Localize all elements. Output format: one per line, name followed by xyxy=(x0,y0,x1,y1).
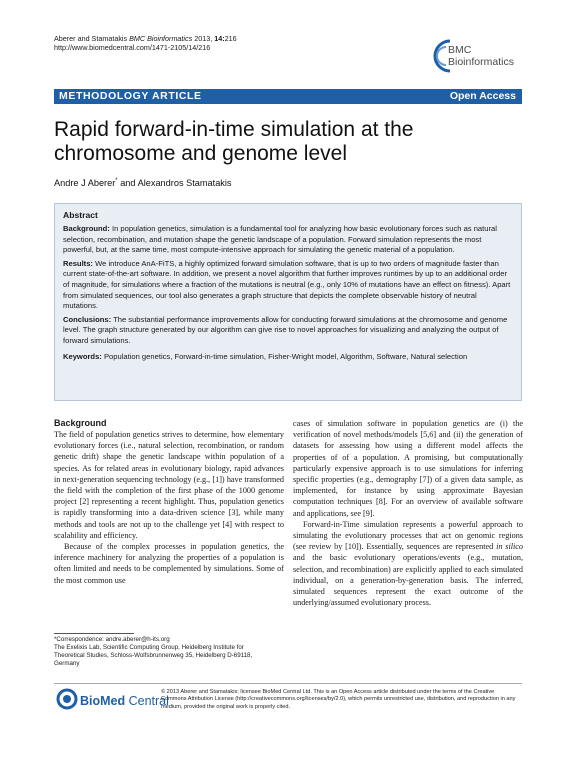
right-column xyxy=(293,418,523,608)
publisher-brand xyxy=(80,694,169,708)
license-text: © 2013 Aberer and Stamatakis; licensee BioMed Central Ltd. This is an Open Access article distributed under the terms of the Creative Commons Attribution License (http://creativecommons.org/licenses/by/2.0), which permits unrestricted use, distribution, and reproduction in any medium, provided the original work is properly cited. xyxy=(161,689,516,710)
affiliation-line-2: Theoretical Studies, Schloss-Wolfsbrunnenweg 35, Heidelberg D-69118, xyxy=(54,652,253,659)
body-paragraph-2: Because of the complex processes in population genetics, the inference machinery for analyzing the properties of a population is often limited and needs to be complemented by simulations. Some of the most common use xyxy=(54,542,284,585)
footnote xyxy=(54,636,284,668)
abstract-results xyxy=(63,259,513,312)
left-column xyxy=(54,418,284,586)
article-type: METHODOLOGY ARTICLE xyxy=(59,90,202,102)
header-journal: BMC Bioinformatics xyxy=(129,34,193,43)
background-label: Background: xyxy=(63,224,110,233)
footer-rule xyxy=(54,683,522,684)
title-line-2: chromosome and genome level xyxy=(54,142,347,165)
affiliation-line-1: The Exelixis Lab, Scientific Computing Group, Heidelberg Institute for xyxy=(54,644,244,651)
brand-rest: Central xyxy=(125,694,169,708)
abstract-heading: Abstract xyxy=(63,210,98,220)
header-url[interactable]: http://www.biomedcentral.com/1471-2105/14/216 xyxy=(54,43,211,52)
header-article-no: 216 xyxy=(224,34,237,43)
author-list xyxy=(54,178,232,188)
header-year: 2013, xyxy=(192,34,215,43)
affiliation-line-3: Germany xyxy=(54,660,80,667)
abstract-conclusions xyxy=(63,315,513,347)
logo-text-bmc: BMC xyxy=(448,44,472,56)
keywords-text: Population genetics, Forward-in-time simulation, Fisher-Wright model, Algorithm, Software, Natural selection xyxy=(101,351,468,361)
open-access-label: Open Access xyxy=(449,90,516,102)
brand-bold: BioMed xyxy=(80,694,126,708)
article-type-banner xyxy=(54,89,522,104)
paragraph-4-text-b: and the basic evolutionary operations/events (e.g., mutation, selection, and recombination) are explicitly applied to each simulated individual, on a generation-by-generation basis. The inferred, simulated sequences represent the exact outcome of the underlying/assumed evolutionary process. xyxy=(293,553,523,608)
biomed-central-logo-icon xyxy=(56,688,78,710)
author-rest: and Alexandros Stamatakis xyxy=(117,178,232,189)
abstract-box xyxy=(54,203,522,401)
header-volume: 14: xyxy=(214,34,225,43)
paragraph-4-emphasis: in silico xyxy=(496,542,523,552)
body-paragraph-1: The field of population genetics strives to determine, how elementary evolutionary forces (i.e., natural selection, recombination, or random genetic drift) shape the genetic landscape within population of a species. As for related areas in evolutionary biology, rapid advances in next-generation sequencing technology (e.g., [1]) have transformed the field with the completion of the first phase of the 1000 genome project [2] representing a recent highlight. Thus, population genetics is rapidly transforming into a data-driven science [3], while many methods and tools are not up to the challenge yet [4] with respect to scalability and efficiency. xyxy=(54,430,284,540)
results-text: We introduce AnA-FiTS, a highly optimized forward simulation software, that is up to two orders of magnitude faster than current state-of-the-art software. In addition, we present a novel algorithm that further improves runtimes by up to an additional order of magnitude, for simulations where a fraction of the mutations is neutral (e.g., only 10% of mutations have an effect on fitness). Apart from simulated sequences, our tool also generates a graph structure that depicts the complete observable history of neutral mutations. xyxy=(63,258,511,311)
body-paragraph-4 xyxy=(293,519,523,609)
paragraph-4-text-a: Forward-in-Time simulation represents a powerful approach to simulating the evolutionary processes that act on genomic regions (see review by [10]). Essentially, sequences are represented xyxy=(293,519,523,552)
title-line-1: Rapid forward-in-time simulation at the xyxy=(54,118,414,141)
abstract-background xyxy=(63,224,513,256)
header-authors: Aberer and Stamatakis xyxy=(54,34,130,43)
keywords-label: Keywords: xyxy=(63,351,102,361)
article-title xyxy=(54,118,524,166)
logo-text-bioinformatics: Bioinformatics xyxy=(448,56,514,68)
section-heading-background: Background xyxy=(54,418,107,428)
conclusions-text: The substantial performance improvements allow for conducting forward simulations at the chromosome and genome level. The graph structure generated by our algorithm can give rise to novel approaches for visualizing and analyzing the output of forward simulations. xyxy=(63,314,508,345)
running-header xyxy=(54,34,237,43)
footnote-rule xyxy=(54,633,134,634)
background-text: In population genetics, simulation is a fundamental tool for analyzing how basic evolutionary forces such as natural selection, recombination, and mutation shape the genetic landscape of a population. Forward simulation represents the most powerful, but, at the same time, most compute-intensive approach for simulating the genetic material of a population. xyxy=(63,224,497,255)
abstract-keywords xyxy=(63,352,513,363)
corresponding-marker: * xyxy=(115,178,118,184)
correspondence: *Correspondence: andre.aberer@h-its.org xyxy=(54,636,170,643)
body-paragraph-3: cases of simulation software in population genetics are (i) the verification of novel methods/models [5,6] and (ii) the generation of datasets for assessing how using a different model affects the properties of of a population. A promising, but computationally particularly expensive approach is to use simulations for inferring specific properties (e.g., demography [7]) of a given data sample, as implemented, for instance by using approximate Bayesian computation techniques [8]. For an overview of available software and applications, see [9]. xyxy=(293,419,523,518)
conclusions-label: Conclusions: xyxy=(63,314,112,324)
journal-logo xyxy=(430,38,525,78)
results-label: Results: xyxy=(63,258,93,268)
author-first: Andre J Aberer xyxy=(54,178,116,189)
